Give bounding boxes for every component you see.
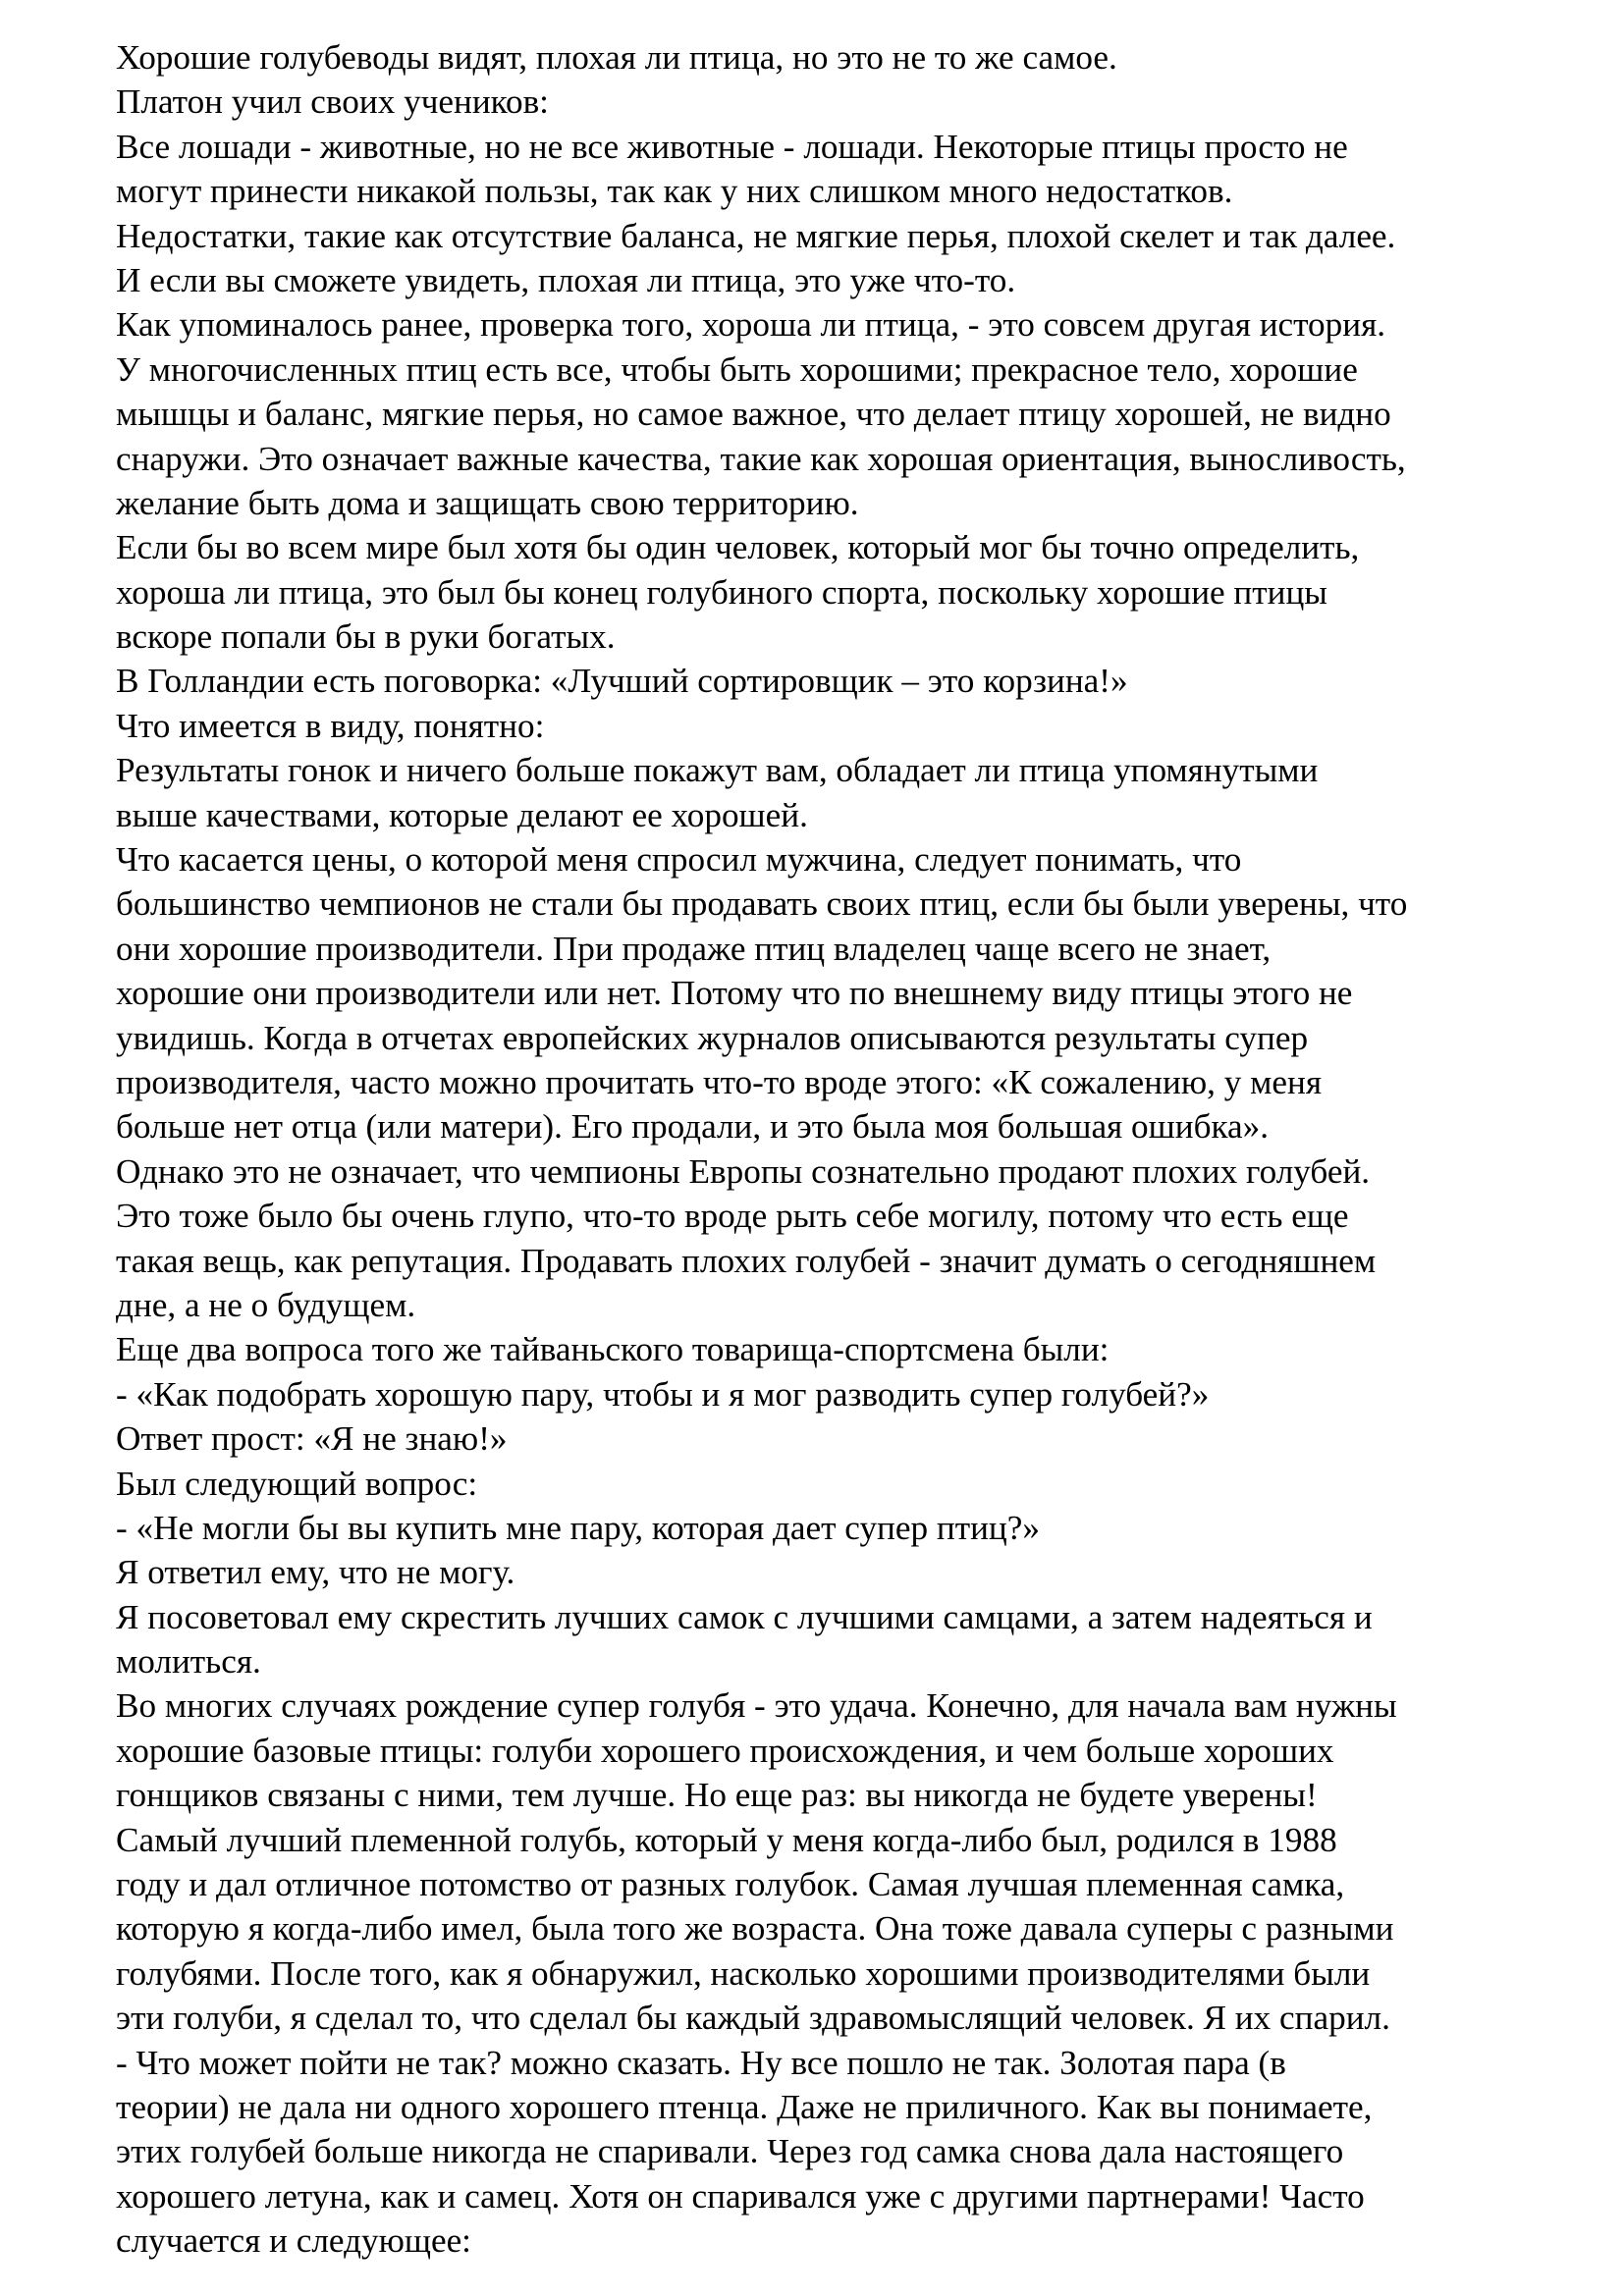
text-line: снаружи. Это означает важные качества, такие как хорошая ориентация, выносливость, (116, 439, 1406, 478)
text-line: случается и следующее: (116, 2221, 471, 2261)
text-line: мышцы и баланс, мягкие перья, но самое важное, что делает птицу хорошей, не видно (116, 395, 1391, 434)
text-line: - «Не могли бы вы купить мне пару, которая дает супер птиц?» (116, 1508, 1040, 1547)
text-line: Недостатки, такие как отсутствие баланса, не мягкие перья, плохой скелет и так далее. (116, 216, 1396, 255)
text-line: хорошего летуна, как и самец. Хотя он спаривался уже с другими партнерами! Часто (116, 2176, 1365, 2216)
text-line: У многочисленных птиц есть все, чтобы быть хорошими; прекрасное тело, хорошие (116, 349, 1358, 389)
text-line: Самый лучший племенной голубь, который у меня когда-либо был, родился в 1988 (116, 1820, 1337, 1859)
text-line: эти голуби, я сделал то, что сделал бы каждый здравомыслящий человек. Я их спарил. (116, 1999, 1390, 2038)
text-line: больше нет отца (или матери). Его продали, и это была моя большая ошибка». (116, 1107, 1270, 1147)
text-line: хорошие они производители или нет. Потому что по внешнему виду птицы этого не (116, 974, 1353, 1013)
text-line: Все лошади - животные, но не все животные - лошади. Некоторые птицы просто не (116, 127, 1348, 166)
text-line: такая вещь, как репутация. Продавать плохих голубей - значит думать о сегодняшнем (116, 1241, 1377, 1280)
text-line: Что имеется в виду, понятно: (116, 706, 545, 745)
text-line: году и дал отличное потомство от разных голубок. Самая лучшая племенная самка, (116, 1865, 1345, 1904)
text-line: Я ответил ему, что не могу. (116, 1553, 515, 1592)
document-text-body (116, 35, 1569, 2264)
text-line: вскоре попали бы в руки богатых. (116, 617, 616, 657)
text-line: выше качествами, которые делают ее хорошей. (116, 795, 808, 834)
text-line: - Что может пойти не так? можно сказать. Ну все пошло не так. Золотая пара (в (116, 2043, 1286, 2082)
text-line: Что касается цены, о которой меня спросил мужчина, следует понимать, что (116, 840, 1242, 880)
text-line: Платон учил своих учеников: (116, 82, 549, 122)
text-line: которую я когда-либо имел, была того же возраста. Она тоже давала суперы с разными (116, 1909, 1394, 1949)
text-line: Я посоветовал ему скрестить лучших самок с лучшими самцами, а затем надеяться и (116, 1597, 1373, 1636)
text-line: Еще два вопроса того же тайваньского товарища-спортсмена были: (116, 1330, 1110, 1369)
text-line: большинство чемпионов не стали бы продавать своих птиц, если бы были уверены, что (116, 884, 1408, 924)
text-line: Был следующий вопрос: (116, 1464, 478, 1503)
text-line: И если вы сможете увидеть, плохая ли птица, это уже что-то. (116, 260, 1016, 299)
text-line: голубями. После того, как я обнаружил, насколько хорошими производителями были (116, 1953, 1371, 1993)
text-line: Однако это не означает, что чемпионы Европы сознательно продают плохих голубей. (116, 1151, 1371, 1191)
text-line: увидишь. Когда в отчетах европейских журналов описываются результаты супер (116, 1018, 1309, 1057)
text-line: Результаты гонок и ничего больше покажут вам, обладает ли птица упомянутыми (116, 751, 1319, 790)
text-line: теории) не дала ни одного хорошего птенца. Даже не приличного. Как вы понимаете, (116, 2087, 1373, 2126)
text-line: дне, а не о будущем. (116, 1285, 416, 1324)
text-line: хорошие базовые птицы: голуби хорошего происхождения, и чем больше хороших (116, 1731, 1334, 1770)
text-line: желание быть дома и защищать свою территорию. (116, 483, 859, 522)
text-line: хороша ли птица, это был бы конец голубиного спорта, поскольку хорошие птицы (116, 572, 1327, 612)
text-line: могут принести никакой пользы, так как у них слишком много недостатков. (116, 172, 1233, 211)
text-line: молиться. (116, 1642, 261, 1682)
text-line: они хорошие производители. При продаже птиц владелец чаще всего не знает, (116, 929, 1272, 968)
text-line: Если бы во всем мире был хотя бы один человек, который мог бы точно определить, (116, 528, 1360, 567)
text-line: гонщиков связаны с ними, тем лучше. Но еще раз: вы никогда не будете уверены! (116, 1776, 1318, 1815)
text-line: В Голландии есть поговорка: «Лучший сортировщик – это корзина!» (116, 662, 1128, 701)
text-line: Во многих случаях рождение супер голубя - это удача. Конечно, для начала вам нужны (116, 1686, 1397, 1726)
text-line: - «Как подобрать хорошую пару, чтобы и я мог разводить супер голубей?» (116, 1374, 1210, 1414)
text-line: Ответ прост: «Я не знаю!» (116, 1419, 508, 1459)
text-line: производителя, часто можно прочитать что-то вроде этого: «К сожалению, у меня (116, 1062, 1323, 1101)
text-line: Как упоминалось ранее, проверка того, хороша ли птица, - это совсем другая история. (116, 305, 1386, 345)
text-line: этих голубей больше никогда не спаривали. Через год самка снова дала настоящего (116, 2132, 1344, 2171)
text-line: Хорошие голубеводы видят, плохая ли птица, но это не то же самое. (116, 38, 1117, 77)
text-line: Это тоже было бы очень глупо, что-то вроде рыть себе могилу, потому что есть еще (116, 1197, 1349, 1236)
